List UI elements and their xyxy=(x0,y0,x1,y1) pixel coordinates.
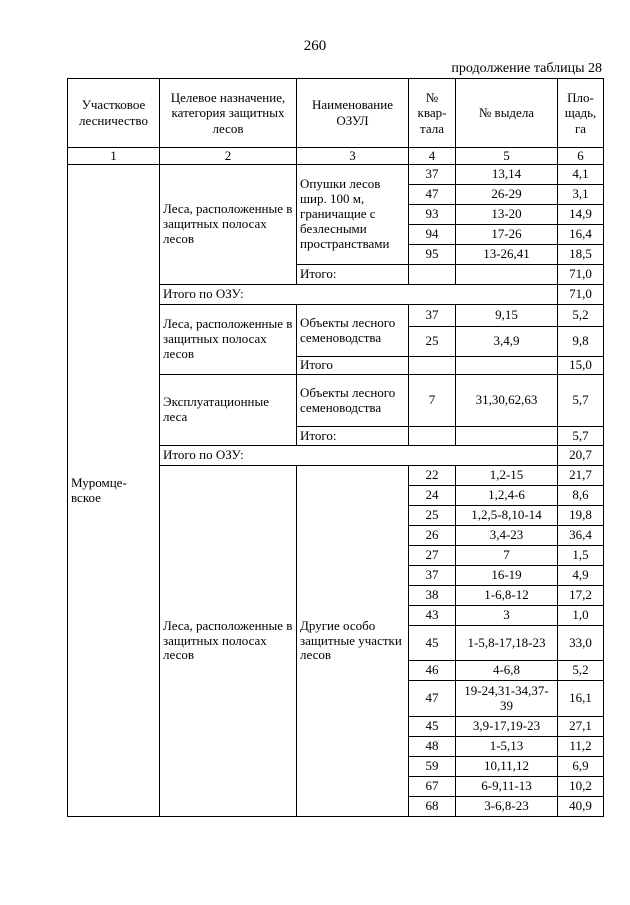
subtotal-label: Итого: xyxy=(297,265,409,285)
quarter-cell: 93 xyxy=(409,205,456,225)
quarter-cell: 47 xyxy=(409,681,456,717)
plot-cell: 1,2,5-8,10-14 xyxy=(456,506,558,526)
quarter-cell: 22 xyxy=(409,466,456,486)
area-cell: 17,2 xyxy=(558,586,604,606)
area-cell: 5,2 xyxy=(558,305,604,327)
column-number: 6 xyxy=(558,148,604,165)
subtotal-label: Итого xyxy=(297,357,409,375)
empty-cell xyxy=(409,427,456,446)
area-cell: 16,4 xyxy=(558,225,604,245)
area-cell: 5,7 xyxy=(558,375,604,427)
column-numbers-row xyxy=(68,148,604,165)
plot-cell: 3,4,9 xyxy=(456,327,558,357)
header-row xyxy=(68,79,604,148)
quarter-cell: 95 xyxy=(409,245,456,265)
plot-cell: 1,2,4-6 xyxy=(456,486,558,506)
category-cell: Эксплуатационные леса xyxy=(160,375,297,446)
area-cell: 16,1 xyxy=(558,681,604,717)
plot-cell: 3-6,8-23 xyxy=(456,797,558,817)
quarter-cell: 59 xyxy=(409,757,456,777)
area-cell: 4,1 xyxy=(558,165,604,185)
plot-cell: 6-9,11-13 xyxy=(456,777,558,797)
quarter-cell: 37 xyxy=(409,165,456,185)
forest-protection-table xyxy=(67,78,604,817)
quarter-cell: 43 xyxy=(409,606,456,626)
subtotal-value: 15,0 xyxy=(558,357,604,375)
column-number: 3 xyxy=(297,148,409,165)
quarter-cell: 94 xyxy=(409,225,456,245)
plot-cell: 19-24,31-34,37-39 xyxy=(456,681,558,717)
category-cell: Леса, расположенные в защитных полосах лесов xyxy=(160,466,297,817)
column-number: 1 xyxy=(68,148,160,165)
area-cell: 27,1 xyxy=(558,717,604,737)
quarter-cell: 37 xyxy=(409,566,456,586)
area-cell: 10,2 xyxy=(558,777,604,797)
empty-cell xyxy=(456,265,558,285)
plot-cell: 13,14 xyxy=(456,165,558,185)
ozu-total-value: 20,7 xyxy=(558,446,604,466)
quarter-cell: 26 xyxy=(409,526,456,546)
plot-cell: 9,15 xyxy=(456,305,558,327)
quarter-cell: 67 xyxy=(409,777,456,797)
ozul-cell: Объекты лесного семеноводства xyxy=(297,305,409,357)
area-cell: 1,0 xyxy=(558,606,604,626)
plot-cell: 31,30,62,63 xyxy=(456,375,558,427)
quarter-cell: 24 xyxy=(409,486,456,506)
plot-cell: 13-20 xyxy=(456,205,558,225)
quarter-cell: 25 xyxy=(409,327,456,357)
column-number: 5 xyxy=(456,148,558,165)
empty-cell xyxy=(456,427,558,446)
forestry-name-cell xyxy=(68,165,160,817)
quarter-cell: 7 xyxy=(409,375,456,427)
quarter-cell: 25 xyxy=(409,506,456,526)
area-cell: 1,5 xyxy=(558,546,604,566)
plot-cell: 1,2-15 xyxy=(456,466,558,486)
plot-cell: 3,9-17,19-23 xyxy=(456,717,558,737)
area-cell: 21,7 xyxy=(558,466,604,486)
area-cell: 4,9 xyxy=(558,566,604,586)
page-number: 260 xyxy=(303,38,327,54)
ozul-cell: Объекты лесного семеноводства xyxy=(297,375,409,427)
area-cell: 11,2 xyxy=(558,737,604,757)
subtotal-value: 5,7 xyxy=(558,427,604,446)
header-forestry: Участковое лесничество xyxy=(68,79,160,148)
area-cell: 18,5 xyxy=(558,245,604,265)
plot-cell: 13-26,41 xyxy=(456,245,558,265)
area-cell: 8,6 xyxy=(558,486,604,506)
header-area: Пло-щадь, га xyxy=(558,79,604,148)
plot-cell: 16-19 xyxy=(456,566,558,586)
empty-cell xyxy=(409,357,456,375)
column-number: 2 xyxy=(160,148,297,165)
empty-cell xyxy=(409,265,456,285)
plot-cell: 4-6,8 xyxy=(456,661,558,681)
ozu-total-label: Итого по ОЗУ: xyxy=(160,285,558,305)
ozul-cell: Опушки лесов шир. 100 м, граничащие с безлесными пространствами xyxy=(297,165,409,265)
empty-cell xyxy=(456,357,558,375)
plot-cell: 7 xyxy=(456,546,558,566)
plot-cell: 1-5,8-17,18-23 xyxy=(456,626,558,661)
area-cell: 9,8 xyxy=(558,327,604,357)
table-row xyxy=(68,165,604,185)
quarter-cell: 48 xyxy=(409,737,456,757)
category-cell: Леса, расположенные в защитных полосах лесов xyxy=(160,165,297,285)
plot-cell: 26-29 xyxy=(456,185,558,205)
ozu-total-label: Итого по ОЗУ: xyxy=(160,446,558,466)
plot-cell: 3,4-23 xyxy=(456,526,558,546)
quarter-cell: 27 xyxy=(409,546,456,566)
quarter-cell: 38 xyxy=(409,586,456,606)
column-number: 4 xyxy=(409,148,456,165)
quarter-cell: 46 xyxy=(409,661,456,681)
forestry-name: Муромце-вское xyxy=(71,474,127,505)
quarter-cell: 45 xyxy=(409,717,456,737)
plot-cell: 17-26 xyxy=(456,225,558,245)
table-continuation-note: продолжение таблицы 28 xyxy=(451,61,602,76)
header-quarter-number: № квар-тала xyxy=(409,79,456,148)
ozul-cell: Другие особо защитные участки лесов xyxy=(297,466,409,817)
header-ozul-name: Наименование ОЗУЛ xyxy=(297,79,409,148)
plot-cell: 1-5,13 xyxy=(456,737,558,757)
header-plot-number: № выдела xyxy=(456,79,558,148)
area-cell: 36,4 xyxy=(558,526,604,546)
area-cell: 6,9 xyxy=(558,757,604,777)
quarter-cell: 47 xyxy=(409,185,456,205)
plot-cell: 1-6,8-12 xyxy=(456,586,558,606)
plot-cell: 10,11,12 xyxy=(456,757,558,777)
subtotal-label: Итого: xyxy=(297,427,409,446)
plot-cell: 3 xyxy=(456,606,558,626)
header-purpose-category: Целевое назначение, категория защитных лесов xyxy=(160,79,297,148)
area-cell: 3,1 xyxy=(558,185,604,205)
area-cell: 5,2 xyxy=(558,661,604,681)
ozu-total-value: 71,0 xyxy=(558,285,604,305)
quarter-cell: 68 xyxy=(409,797,456,817)
quarter-cell: 45 xyxy=(409,626,456,661)
area-cell: 40,9 xyxy=(558,797,604,817)
area-cell: 14,9 xyxy=(558,205,604,225)
subtotal-value: 71,0 xyxy=(558,265,604,285)
area-cell: 19,8 xyxy=(558,506,604,526)
area-cell: 33,0 xyxy=(558,626,604,661)
category-cell: Леса, расположенные в защитных полосах лесов xyxy=(160,305,297,375)
quarter-cell: 37 xyxy=(409,305,456,327)
